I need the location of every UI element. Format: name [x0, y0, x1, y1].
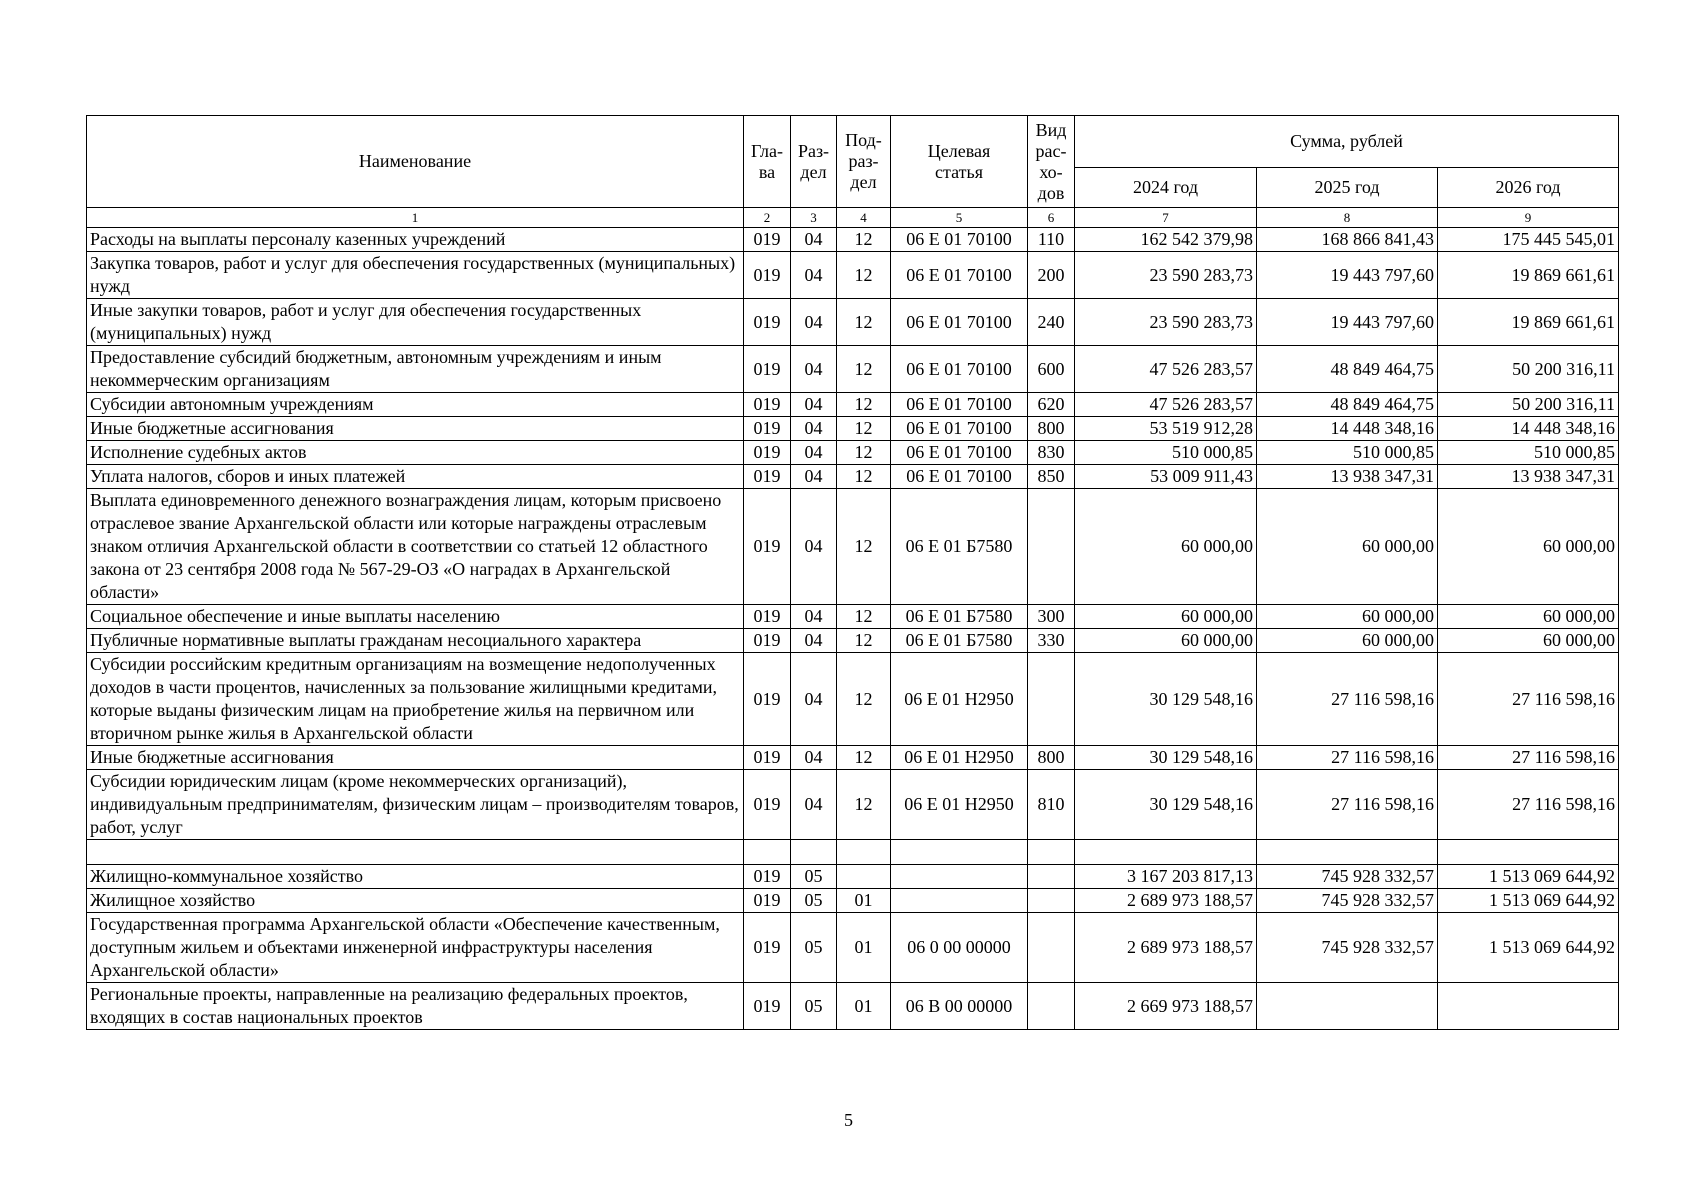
- row-sum-2024: 162 542 379,98: [1075, 228, 1257, 252]
- row-razdel: 05: [791, 983, 837, 1030]
- table-row: [87, 913, 1619, 983]
- table-row: [87, 840, 1619, 865]
- row-celevaya-statya: 06 Е 01 70100: [891, 441, 1028, 465]
- row-vid-rashodov: [1028, 865, 1075, 889]
- row-glava: 019: [744, 441, 791, 465]
- row-vid-rashodov: 810: [1028, 770, 1075, 840]
- row-razdel: 04: [791, 489, 837, 605]
- row-celevaya-statya: [891, 840, 1028, 865]
- table-row: [87, 770, 1619, 840]
- column-number: 3: [791, 208, 837, 228]
- header-name: Наименование: [87, 116, 744, 208]
- row-sum-2025: 48 849 464,75: [1257, 393, 1438, 417]
- row-sum-2026: 60 000,00: [1438, 629, 1619, 653]
- row-celevaya-statya: 06 Е 01 70100: [891, 299, 1028, 346]
- row-celevaya-statya: [891, 889, 1028, 913]
- row-sum-2025: 60 000,00: [1257, 605, 1438, 629]
- row-sum-2025: 14 448 348,16: [1257, 417, 1438, 441]
- table-row: [87, 865, 1619, 889]
- row-razdel: [791, 840, 837, 865]
- row-podrazdel: 12: [837, 441, 891, 465]
- row-vid-rashodov: 620: [1028, 393, 1075, 417]
- row-razdel: 05: [791, 913, 837, 983]
- row-name: Субсидии юридическим лицам (кроме некоммерческих организаций), индивидуальным предпринимателям, физическим лицам – производителям товаров, работ, услуг: [87, 770, 744, 840]
- row-vid-rashodov: 110: [1028, 228, 1075, 252]
- row-sum-2024: [1075, 840, 1257, 865]
- row-glava: [744, 840, 791, 865]
- row-glava: 019: [744, 983, 791, 1030]
- table-row: [87, 346, 1619, 393]
- row-glava: 019: [744, 228, 791, 252]
- row-vid-rashodov: [1028, 889, 1075, 913]
- row-sum-2026: 60 000,00: [1438, 605, 1619, 629]
- row-sum-2024: 30 129 548,16: [1075, 746, 1257, 770]
- row-sum-2024: 53 009 911,43: [1075, 465, 1257, 489]
- row-glava: 019: [744, 889, 791, 913]
- row-podrazdel: 12: [837, 299, 891, 346]
- row-celevaya-statya: 06 В 00 00000: [891, 983, 1028, 1030]
- row-sum-2025: 60 000,00: [1257, 629, 1438, 653]
- row-sum-2024: 60 000,00: [1075, 605, 1257, 629]
- row-vid-rashodov: 800: [1028, 417, 1075, 441]
- row-name: Субсидии российским кредитным организациям на возмещение недополученных доходов в части процентов, начисленных за пользование жилищными кредитами, которые выданы физическим лицам на приобретение жилья на первичном или вторичном рынке жилья в Архангельской области: [87, 653, 744, 746]
- row-vid-rashodov: [1028, 983, 1075, 1030]
- row-podrazdel: 12: [837, 228, 891, 252]
- table-row: [87, 746, 1619, 770]
- row-razdel: 04: [791, 653, 837, 746]
- table-row: [87, 393, 1619, 417]
- row-name: Предоставление субсидий бюджетным, автономным учреждениям и иным некоммерческим организациям: [87, 346, 744, 393]
- budget-table: [86, 115, 1619, 1030]
- row-glava: 019: [744, 393, 791, 417]
- row-podrazdel: 12: [837, 465, 891, 489]
- row-vid-rashodov: [1028, 840, 1075, 865]
- row-sum-2026: 50 200 316,11: [1438, 346, 1619, 393]
- row-razdel: 04: [791, 252, 837, 299]
- row-glava: 019: [744, 865, 791, 889]
- row-name: Субсидии автономным учреждениям: [87, 393, 744, 417]
- row-sum-2025: 27 116 598,16: [1257, 770, 1438, 840]
- table-row: [87, 228, 1619, 252]
- table-row: [87, 889, 1619, 913]
- row-name: Жилищное хозяйство: [87, 889, 744, 913]
- row-vid-rashodov: 200: [1028, 252, 1075, 299]
- row-razdel: 04: [791, 393, 837, 417]
- row-sum-2026: 1 513 069 644,92: [1438, 865, 1619, 889]
- row-razdel: 05: [791, 865, 837, 889]
- row-sum-2024: 510 000,85: [1075, 441, 1257, 465]
- row-sum-2025: 60 000,00: [1257, 489, 1438, 605]
- row-glava: 019: [744, 489, 791, 605]
- table-row: [87, 299, 1619, 346]
- row-celevaya-statya: 06 Е 01 Б7580: [891, 629, 1028, 653]
- row-sum-2025: 745 928 332,57: [1257, 865, 1438, 889]
- row-podrazdel: 12: [837, 605, 891, 629]
- row-sum-2026: 14 448 348,16: [1438, 417, 1619, 441]
- row-podrazdel: 01: [837, 913, 891, 983]
- row-sum-2026: 19 869 661,61: [1438, 299, 1619, 346]
- row-sum-2026: 510 000,85: [1438, 441, 1619, 465]
- header-glava: Гла- ва: [744, 116, 791, 208]
- row-sum-2026: 27 116 598,16: [1438, 746, 1619, 770]
- row-podrazdel: 01: [837, 983, 891, 1030]
- row-name: Социальное обеспечение и иные выплаты населению: [87, 605, 744, 629]
- row-celevaya-statya: 06 0 00 00000: [891, 913, 1028, 983]
- row-podrazdel: 12: [837, 653, 891, 746]
- table-row: [87, 417, 1619, 441]
- header-year-2026: 2026 год: [1438, 168, 1619, 208]
- row-glava: 019: [744, 653, 791, 746]
- row-sum-2026: 27 116 598,16: [1438, 770, 1619, 840]
- table-row: [87, 983, 1619, 1030]
- row-podrazdel: 01: [837, 889, 891, 913]
- row-sum-2025: 745 928 332,57: [1257, 889, 1438, 913]
- row-sum-2026: 1 513 069 644,92: [1438, 889, 1619, 913]
- row-razdel: 04: [791, 465, 837, 489]
- row-razdel: 04: [791, 346, 837, 393]
- column-number: 9: [1438, 208, 1619, 228]
- row-vid-rashodov: 830: [1028, 441, 1075, 465]
- row-podrazdel: [837, 865, 891, 889]
- header-year-2024: 2024 год: [1075, 168, 1257, 208]
- row-razdel: 04: [791, 605, 837, 629]
- header-celevaya-statya: Целевая статья: [891, 116, 1028, 208]
- row-name: Закупка товаров, работ и услуг для обеспечения государственных (муниципальных) нужд: [87, 252, 744, 299]
- table-row: [87, 465, 1619, 489]
- row-podrazdel: 12: [837, 393, 891, 417]
- header-razdel: Раз- дел: [791, 116, 837, 208]
- row-sum-2025: 510 000,85: [1257, 441, 1438, 465]
- page-number: 5: [844, 1110, 853, 1130]
- row-celevaya-statya: 06 Е 01 70100: [891, 346, 1028, 393]
- header-vid-rashodov: Вид рас- хо- дов: [1028, 116, 1075, 208]
- table-row: [87, 629, 1619, 653]
- row-name: Государственная программа Архангельской области «Обеспечение качественным, доступным жильем и объектами инженерной инфраструктуры населения Архангельской области»: [87, 913, 744, 983]
- row-celevaya-statya: 06 Е 01 Н2950: [891, 770, 1028, 840]
- column-number: 8: [1257, 208, 1438, 228]
- row-name: Расходы на выплаты персоналу казенных учреждений: [87, 228, 744, 252]
- column-number: 7: [1075, 208, 1257, 228]
- row-podrazdel: 12: [837, 489, 891, 605]
- row-razdel: 04: [791, 417, 837, 441]
- row-vid-rashodov: 240: [1028, 299, 1075, 346]
- row-sum-2024: 53 519 912,28: [1075, 417, 1257, 441]
- row-sum-2026: 1 513 069 644,92: [1438, 913, 1619, 983]
- table-row: [87, 489, 1619, 605]
- row-sum-2025: 745 928 332,57: [1257, 913, 1438, 983]
- row-sum-2025: 19 443 797,60: [1257, 299, 1438, 346]
- row-sum-2024: 23 590 283,73: [1075, 299, 1257, 346]
- row-celevaya-statya: 06 Е 01 70100: [891, 417, 1028, 441]
- row-razdel: 04: [791, 770, 837, 840]
- row-name: Региональные проекты, направленные на реализацию федеральных проектов, входящих в состав национальных проектов: [87, 983, 744, 1030]
- row-podrazdel: [837, 840, 891, 865]
- row-sum-2024: 30 129 548,16: [1075, 653, 1257, 746]
- row-sum-2026: [1438, 840, 1619, 865]
- row-glava: 019: [744, 252, 791, 299]
- row-name: Иные бюджетные ассигнования: [87, 746, 744, 770]
- row-sum-2026: 50 200 316,11: [1438, 393, 1619, 417]
- row-glava: 019: [744, 465, 791, 489]
- row-celevaya-statya: 06 Е 01 70100: [891, 252, 1028, 299]
- row-razdel: 04: [791, 746, 837, 770]
- row-vid-rashodov: [1028, 489, 1075, 605]
- row-glava: 019: [744, 417, 791, 441]
- row-sum-2025: [1257, 983, 1438, 1030]
- row-vid-rashodov: 600: [1028, 346, 1075, 393]
- row-name: Жилищно-коммунальное хозяйство: [87, 865, 744, 889]
- row-glava: 019: [744, 913, 791, 983]
- row-sum-2024: 30 129 548,16: [1075, 770, 1257, 840]
- row-sum-2025: 27 116 598,16: [1257, 653, 1438, 746]
- row-sum-2024: 3 167 203 817,13: [1075, 865, 1257, 889]
- column-number: 2: [744, 208, 791, 228]
- row-vid-rashodov: [1028, 913, 1075, 983]
- row-sum-2026: 60 000,00: [1438, 489, 1619, 605]
- row-sum-2025: 168 866 841,43: [1257, 228, 1438, 252]
- row-name: [87, 840, 744, 865]
- row-glava: 019: [744, 346, 791, 393]
- row-sum-2025: 48 849 464,75: [1257, 346, 1438, 393]
- column-number: 5: [891, 208, 1028, 228]
- budget-sheet: [86, 115, 1618, 1030]
- row-sum-2024: 47 526 283,57: [1075, 393, 1257, 417]
- row-celevaya-statya: 06 Е 01 Б7580: [891, 605, 1028, 629]
- row-razdel: 04: [791, 441, 837, 465]
- table-body: [87, 208, 1619, 1030]
- row-podrazdel: 12: [837, 629, 891, 653]
- row-sum-2026: 13 938 347,31: [1438, 465, 1619, 489]
- row-razdel: 04: [791, 228, 837, 252]
- table-row: [87, 605, 1619, 629]
- header-summa: Сумма, рублей: [1075, 116, 1619, 168]
- row-podrazdel: 12: [837, 346, 891, 393]
- row-celevaya-statya: 06 Е 01 Н2950: [891, 653, 1028, 746]
- row-sum-2026: 19 869 661,61: [1438, 252, 1619, 299]
- row-podrazdel: 12: [837, 252, 891, 299]
- row-name: Публичные нормативные выплаты гражданам несоциального характера: [87, 629, 744, 653]
- row-sum-2026: [1438, 983, 1619, 1030]
- row-celevaya-statya: 06 Е 01 Н2950: [891, 746, 1028, 770]
- row-podrazdel: 12: [837, 417, 891, 441]
- row-sum-2024: 47 526 283,57: [1075, 346, 1257, 393]
- row-sum-2025: 13 938 347,31: [1257, 465, 1438, 489]
- row-razdel: 04: [791, 299, 837, 346]
- row-sum-2024: 23 590 283,73: [1075, 252, 1257, 299]
- row-name: Иные закупки товаров, работ и услуг для обеспечения государственных (муниципальных) нужд: [87, 299, 744, 346]
- row-sum-2024: 60 000,00: [1075, 489, 1257, 605]
- row-glava: 019: [744, 299, 791, 346]
- row-sum-2026: 175 445 545,01: [1438, 228, 1619, 252]
- row-sum-2024: 2 669 973 188,57: [1075, 983, 1257, 1030]
- row-razdel: 04: [791, 629, 837, 653]
- header-podrazdel: Под- раз- дел: [837, 116, 891, 208]
- row-name: Исполнение судебных актов: [87, 441, 744, 465]
- table-row: [87, 441, 1619, 465]
- column-number: 1: [87, 208, 744, 228]
- column-number-row: [87, 208, 1619, 228]
- row-celevaya-statya: 06 Е 01 70100: [891, 393, 1028, 417]
- row-sum-2024: 60 000,00: [1075, 629, 1257, 653]
- row-glava: 019: [744, 629, 791, 653]
- row-glava: 019: [744, 605, 791, 629]
- row-razdel: 05: [791, 889, 837, 913]
- row-celevaya-statya: 06 Е 01 70100: [891, 228, 1028, 252]
- row-celevaya-statya: 06 Е 01 70100: [891, 465, 1028, 489]
- row-vid-rashodov: 800: [1028, 746, 1075, 770]
- table-row: [87, 653, 1619, 746]
- row-vid-rashodov: 300: [1028, 605, 1075, 629]
- row-name: Уплата налогов, сборов и иных платежей: [87, 465, 744, 489]
- row-vid-rashodov: 330: [1028, 629, 1075, 653]
- column-number: 6: [1028, 208, 1075, 228]
- row-sum-2025: 27 116 598,16: [1257, 746, 1438, 770]
- row-sum-2025: [1257, 840, 1438, 865]
- row-sum-2024: 2 689 973 188,57: [1075, 889, 1257, 913]
- header-year-2025: 2025 год: [1257, 168, 1438, 208]
- row-name: Выплата единовременного денежного вознаграждения лицам, которым присвоено отраслевое звание Архангельской области или которые награждены отраслевым знаком отличия Архангельской области в соответствии со статьей 12 областного закона от 23 сентября 2008 года № 567-29-ОЗ «О наградах в Архангельской области»: [87, 489, 744, 605]
- row-celevaya-statya: 06 Е 01 Б7580: [891, 489, 1028, 605]
- row-sum-2025: 19 443 797,60: [1257, 252, 1438, 299]
- row-podrazdel: 12: [837, 746, 891, 770]
- row-podrazdel: 12: [837, 770, 891, 840]
- row-vid-rashodov: 850: [1028, 465, 1075, 489]
- table-row: [87, 252, 1619, 299]
- row-name: Иные бюджетные ассигнования: [87, 417, 744, 441]
- column-number: 4: [837, 208, 891, 228]
- row-sum-2024: 2 689 973 188,57: [1075, 913, 1257, 983]
- row-glava: 019: [744, 746, 791, 770]
- row-vid-rashodov: [1028, 653, 1075, 746]
- row-sum-2026: 27 116 598,16: [1438, 653, 1619, 746]
- row-celevaya-statya: [891, 865, 1028, 889]
- row-glava: 019: [744, 770, 791, 840]
